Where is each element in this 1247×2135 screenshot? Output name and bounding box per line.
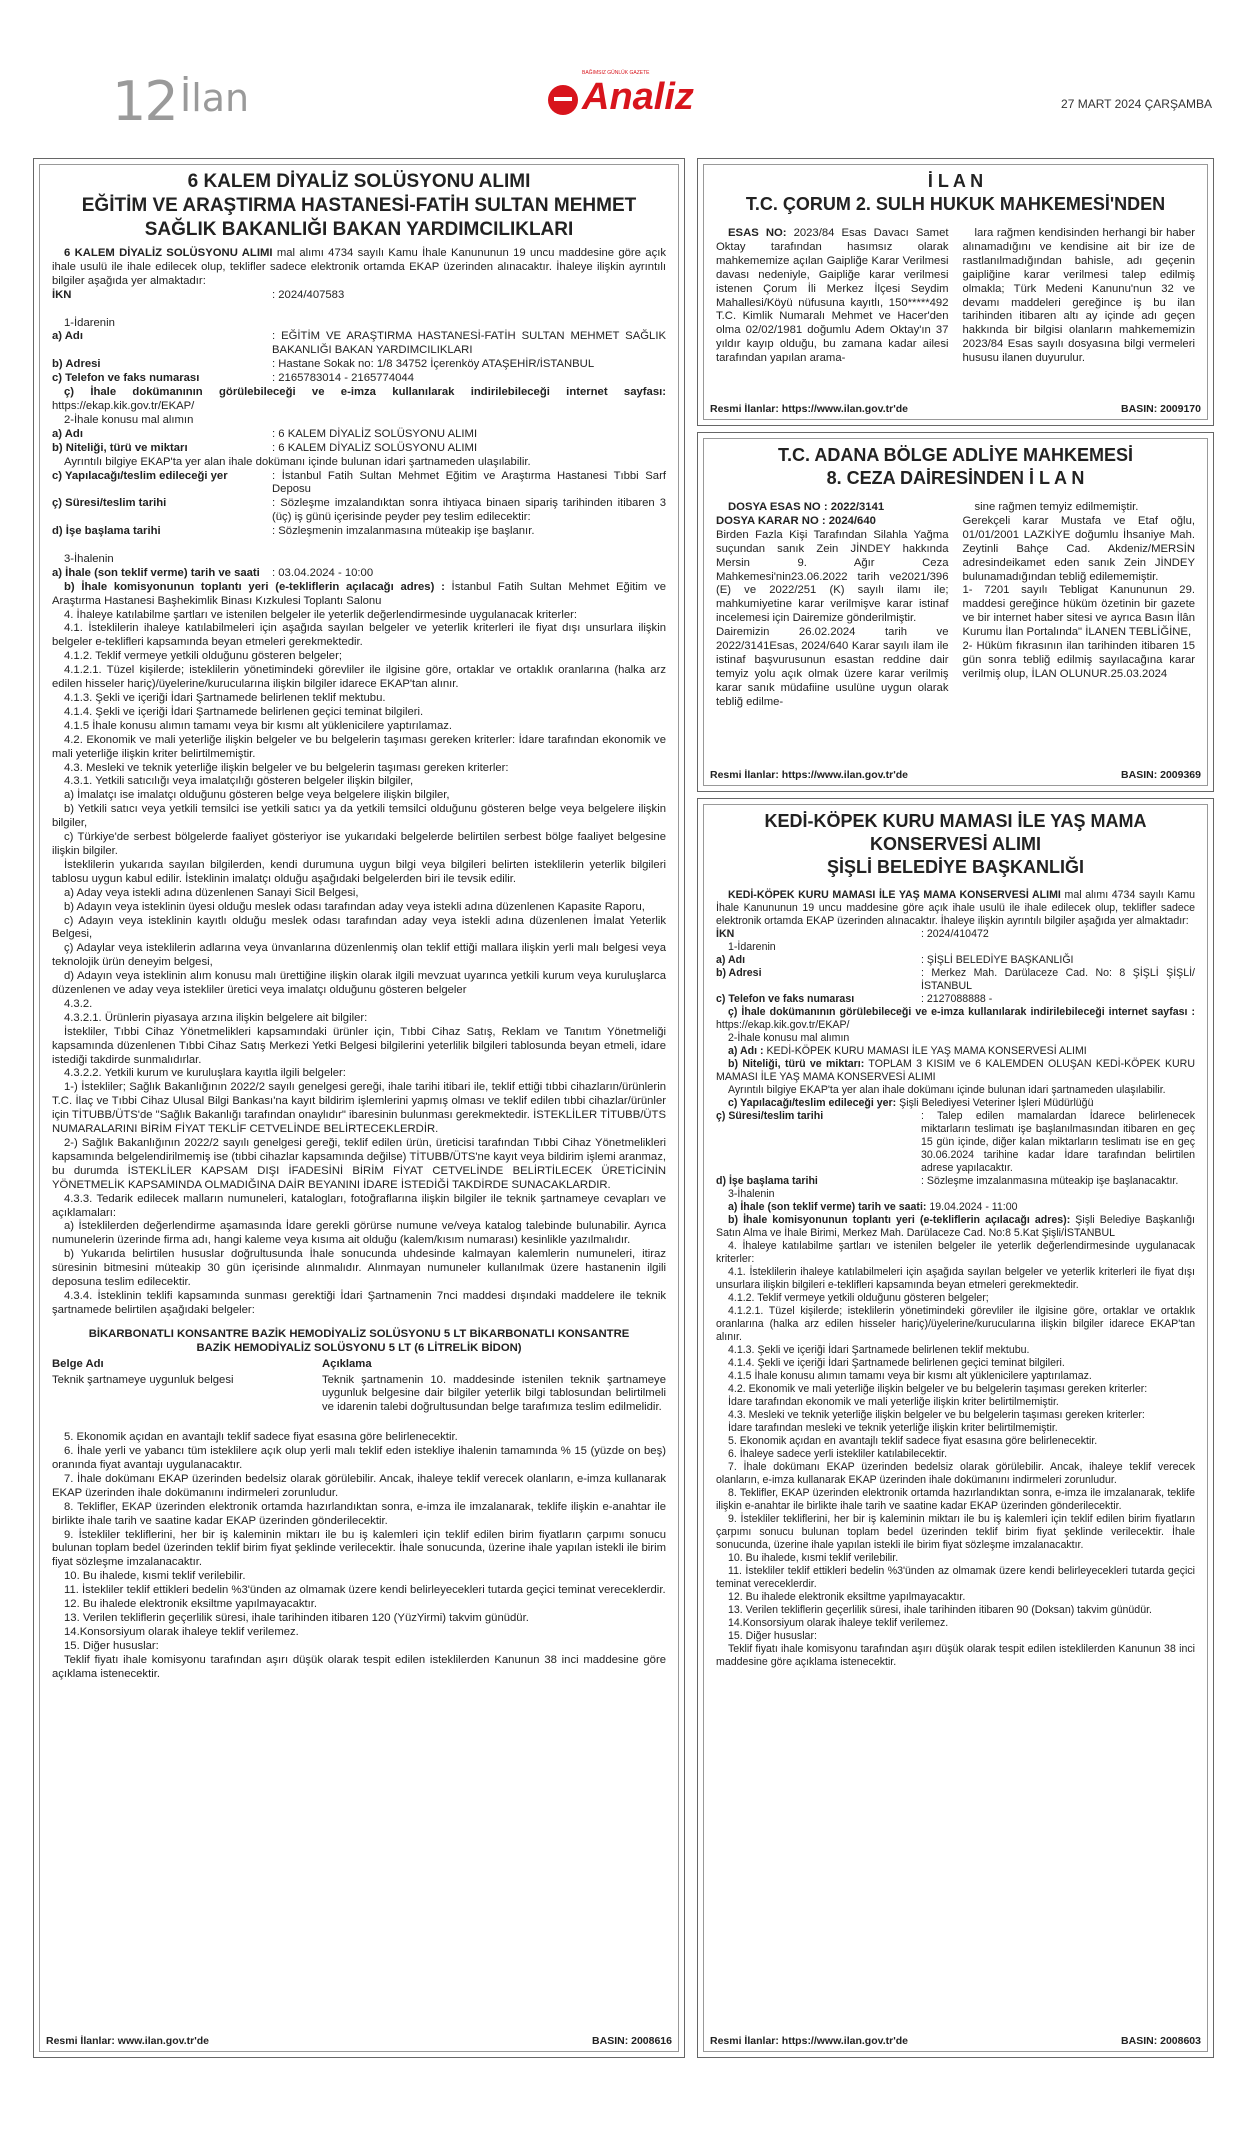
field-label: İKN (52, 288, 72, 301)
paragraph: 4.3.2.1. Ürünlerin piyasaya arzına ilişkin belgelere ait bilgiler: (64, 1011, 368, 1024)
paragraph: ç) İhale dokümanının görülebileceği ve e-imza kullanılarak indirilebileceği internet sayfası: https://ekap.kik.gov.tr/EKAP/ (52, 386, 666, 412)
paragraph: 5. Ekonomik açıdan en avantajlı teklif sadece fiyat esasına göre belirlenecektir. (64, 1431, 458, 1444)
table-cell: Teknik şartnamenin 10. maddesinde istenilen teknik şartnameye uygunluk belgesine dair bilgiler yeterlik bilgi tablosundan belirtilmeli ve idarenin talebi doğrultusundan belge tarafımıza teslim edilmelidir. (322, 1373, 666, 1414)
paragraph: 14.Konsorsiyum olarak ihaleye teklif verilemez. (728, 1617, 949, 1629)
field-label: b) Adresi (52, 358, 101, 371)
field-value: : 6 KALEM DİYALİZ SOLÜSYONU ALIMI (272, 427, 478, 440)
paragraph: 4.1.2.1. Tüzel kişilerde; isteklilerin yönetimindeki görevliler ile ilgisine göre, ortaklar ve ortaklık oranlarına (halka arz edilen hisseler hariç)/üyelerine/kurucularına ilişkin bilgiler idarece EKAP'tan alınır. (716, 1305, 1195, 1343)
title-line: İ L A N (927, 171, 984, 191)
paragraph: 4.3. Mesleki ve teknik yeterliğe ilişkin belgeler ve bu belgelerin taşıması gereken kriterler: (728, 1409, 1145, 1421)
paragraph: 1-İdarenin (64, 316, 115, 329)
field-label: a) İhale (son teklif verme) tarih ve saati (52, 566, 260, 579)
ad-footer (710, 769, 1201, 781)
masthead (0, 0, 1247, 150)
paragraph: 4.1.5 İhale konusu alımın tamamı veya bir kısmı alt yüklenicilere yaptırılamaz. (64, 719, 453, 732)
paragraph: 4. İhaleye katılabilme şartları ve istenilen belgeler ile yeterlik değerlendirmesinde uygulanacak kriterler: (716, 1240, 1195, 1265)
paragraph: 4.3.4. İsteklinin teklifi kapsamında sunması gerektiği İdari Şartnamenin 7nci maddesi dışındaki maddelere ile teknik şartnamede belirtilen aşağıdaki belgeler: (52, 1289, 666, 1316)
field-value: : Hastane Sokak no: 1/8 34752 İçerenköy ATAŞEHİR/İSTANBUL (272, 358, 595, 371)
title-line: KONSERVESİ ALIMI (869, 834, 1042, 854)
paragraph: 12. Bu ihalede elektronik eksiltme yapılmayacaktır. (728, 1591, 966, 1603)
ad-dialysis-tender (33, 158, 685, 2058)
ad-inner-frame (703, 164, 1208, 420)
ad-text-lines (52, 247, 666, 1318)
field-row (716, 967, 1195, 993)
field-row (52, 567, 666, 581)
ad-inner-frame (39, 164, 679, 2052)
field-row (716, 954, 1195, 967)
paragraph: İdare tarafından mesleki ve teknik yeterliğe ilişkin kriter belirtilmemiştir. (728, 1422, 1058, 1434)
paragraph: 9. İstekliler tekliflerini, her bir iş kaleminin miktarı ile bu iş kalemleri için teklif edilen birim fiyatların çarpımı sonucu bulunan toplam bedel üzerinden teklif birim fiyat şeklinde verilecektir. İhale sonucunda, üzerine ihale yapılan istekli ile birim fiyat sözleşme imzalanacaktır. (716, 1513, 1195, 1551)
title-line: T.C. ADANA BÖLGE ADLİYE MAHKEMESİ (777, 445, 1133, 465)
table-header-cell: Açıklama (322, 1357, 372, 1370)
paragraph: 8. Teklifler, EKAP üzerinden elektronik ortamda hazırlandıktan sonra, e-imza ile imzalanarak, teklife ilişkin e-anahtar ile birlikte ihale tarih ve saatine kadar EKAP üzerinden gönderilecektir. (52, 1500, 666, 1527)
ad-body (52, 247, 666, 1682)
document-table-row (52, 1374, 666, 1416)
paragraph: 13. Verilen tekliflerin geçerlilik süresi, ihale tarihinden itibaren 90 (Doksan) takvim günüdür. (728, 1604, 1152, 1616)
field-label: c) Yapılacağı/teslim edileceği yer (52, 469, 228, 482)
paragraph: 4.1.2. Teklif vermeye yetkili olduğunu gösteren belgeler; (728, 1292, 989, 1304)
logo-text: Analiz (582, 76, 694, 118)
paragraph: 2-) Sağlık Bakanlığının 2022/2 sayılı genelgesi gereği, teklif edilen ürün, üreticisi tarafından Tıbbi Cihaz Yönetmelikleri kapsamında belgelendirilmemiş ise (tıbbi cihazlar kapsamında değilse) TİTUBB/ÜTS'ne kayıt veya bildirim işlemi aranmaz, bu durumda İSTEKLİLER KAPSAM DIŞI İFADESİNİ BİRİM FİYAT CETVELİNDE BELİRTİLECEK ÜRETİCİNİN YÖNETMELİK KAPSAMINDA OLMADIĞINA DAİR BEYANINI İDARE İSTEDİĞİ TAKDİRDE SUNACAKLARDIR. (52, 1137, 666, 1191)
ad-title (40, 165, 678, 242)
paragraph: 3-İhalenin (728, 1188, 775, 1200)
field-row (52, 372, 666, 386)
ad-column: sine rağmen temyiz edilmemiştir. Gerekçeli karar Mustafa ve Etaf oğlu, 01/01/2001 LAZKİYE doğumlu İhsaniye Mah. Zeytinli Bahçe Cad. Akdeniz/MERSİN adresindeikamet eden sanık Zein JİNDEY bulunamadığından tebliğ edilememiştir. 1- 7201 sayılı Tebligat Kanununun 29. maddesi gereğince hüküm özetinin bir gazete ve bir internet haber sitesi ve ayrıca Basın İlân Kurumu İlan Portalında" İLANEN TEBLİĞİNE, 2- Hüküm fıkrasının ilan tarihinden itibaren 15 gün sonra tebliğ edilmiş sayılacağına karar verilmiş olup, İLAN OLUNUR.25.03.2024 (962, 501, 1195, 680)
title-line: T.C. ÇORUM 2. SULH HUKUK MAHKEMESİ'NDEN (745, 194, 1166, 214)
paragraph: b) Yetkili satıcı veya yetkili temsilci ise yetkili satıcı ya da yetkili temsilci olduğunu gösteren belge veya belgelere ilişkin bilgiler, (52, 803, 666, 830)
field-row (52, 497, 666, 525)
field-value: : İstanbul Fatih Sultan Mehmet Eğitim ve Araştırma Hastanesi Tıbbi Sarf Deposu (272, 469, 666, 496)
field-label: b) Niteliği, türü ve miktarı (52, 441, 188, 454)
field-value: : Talep edilen mamalardan İdarece belirlenecek miktarların teslimatı işe başlanılmasından itibaren en geç 15 gün içinde, diğer kalan miktarların teslimatı ise en geç 30.06.2024 tarihine kadar İdare tarafından belirtilen adrese yapılacaktır. (921, 1110, 1195, 1174)
title-line: ŞİŞLİ BELEDİYE BAŞKANLIĞI (826, 857, 1085, 877)
paragraph: 6 KALEM DİYALİZ SOLÜSYONU ALIMI mal alımı 4734 sayılı Kamu İhale Kanununun 19 uncu maddesine göre açık ihale usulü ile ihale edilecek olup, teklifler sadece elektronik ortamda EKAP üzerinden alınacaktır. İhaleye ilişkin ayrıntılı bilgiler aşağıda yer almaktadır: (52, 247, 667, 287)
document-table-header (52, 1358, 666, 1372)
field-row (52, 428, 666, 442)
title-line: 8. CEZA DAİRESİNDEN İ L A N (826, 468, 1085, 488)
field-row (716, 928, 1195, 941)
field-value: : ŞİŞLİ BELEDİYE BAŞKANLIĞI (921, 954, 1074, 966)
paragraph: 9. İstekliler tekliflerini, her bir iş kaleminin miktarı ile bu iş kalemleri için teklif edilen birim fiyatların çarpımı sonucu bulunan toplam bedel üzerinden teklif birim fiyat şeklinde verilecektir. İhale sonucunda, üzerine ihale yapılan istekli ile birim fiyat sözleşme imzalanacaktır. (52, 1528, 666, 1569)
footer-press-code: BASIN: 2008616 (592, 2035, 672, 2047)
field-row (52, 289, 666, 303)
field-label: ç) Süresi/teslim tarihi (716, 1110, 824, 1122)
field-row (716, 1175, 1195, 1188)
ad-body (716, 501, 1195, 710)
paragraph: KEDİ-KÖPEK KURU MAMASI İLE YAŞ MAMA KONSERVESİ ALIMI mal alımı 4734 sayılı Kamu İhale Kanununun 19 uncu maddesine göre açık ihale usulü ile ihale edilecek olup, teklifler sadece elektronik ortamda EKAP üzerinden alınacaktır. İhaleye ilişkin ayrıntılı bilgiler aşağıda yer almaktadır: (716, 889, 1196, 927)
paragraph: ç) Adaylar veya isteklilerin adlarına veya ünvanlarına düzenlenmiş olan teklif ettiği mallara ilişkin yerli malı belgesi veya teknolojik ürün deneyim belgesi, (52, 942, 666, 969)
paragraph: 4.3.2. (64, 997, 93, 1010)
field-label: c) Telefon ve faks numarası (52, 372, 200, 385)
paragraph: 2-İhale konusu mal alımın (728, 1032, 850, 1044)
paragraph: 6. İhale yerli ve yabancı tüm isteklilere açık olup yerli malı teklif eden istekliye ihalenin tamamında % 15 (yüzde on beş) oranında fiyat avantajı uygulanacaktır. (52, 1445, 666, 1472)
field-row (52, 470, 666, 498)
logo-tagline: BAĞIMSIZ GÜNLÜK GAZETE (582, 70, 650, 76)
field-row (52, 442, 666, 456)
field-value: : 2165783014 - 2165774044 (272, 372, 414, 385)
paragraph: c) Yapılacağı/teslim edileceği yer: Şişli Belediyesi Veteriner İşleri Müdürlüğü (728, 1097, 1094, 1109)
field-value: : 2024/407583 (272, 288, 345, 301)
field-value: : 03.04.2024 - 10:00 (272, 566, 374, 579)
ad-title (704, 439, 1207, 490)
paragraph: 4.1.4. Şekli ve içeriği İdari Şartnamede belirlenen geçici teminat bilgileri. (728, 1357, 1065, 1369)
field-value: : Sözleşme imzalanmasına müteakip işe başlanacaktır. (921, 1175, 1179, 1187)
paragraph: 4.1.5 İhale konusu alımın tamamı veya bir kısmı alt yüklenicilere yaptırılamaz. (728, 1370, 1092, 1382)
paragraph: 7. İhale dokümanı EKAP üzerinden bedelsiz olarak görülebilir. Ancak, ihaleye teklif verecek olanların, e-imza kullanarak EKAP üzerinden ihale dokümanını indirmeleri zorunludur. (716, 1461, 1195, 1486)
ad-column: ESAS NO: 2023/84 Esas Davacı Samet Oktay tarafından hasımsız olarak mahkememize açılan Gaipliğe Karar Verilmesi davası nedeniyle, Gaipliğe karar verilmesi istenen Çorum İli Merkez İlçesi Seydim Mahallesi/Köyü nüfusuna kayıtlı, 150*****492 T.C. Kimlik Numaralı Mehmet ve Hacer'den olma 02/02/1981 doğumlu Adem Oktay'ın 37 yıldır kayıp olduğu, bu zamana kadar ailesi tarafından yapılan arama- (716, 227, 949, 365)
paragraph: 15. Diğer hususlar: (728, 1630, 817, 1642)
paragraph: 4.2. Ekonomik ve mali yeterliğe ilişkin belgeler ve bu belgelerin taşıması gereken kriterler: İdare tarafından ekonomik ve mali yeterliğe ilişkin kriter belirtilmemiştir. (52, 733, 666, 760)
paragraph: 12. Bu ihalede elektronik eksiltme yapılmayacaktır. (64, 1598, 318, 1611)
footer-source: Resmi İlanlar: https://www.ilan.gov.tr'de (710, 2035, 908, 2047)
paragraph: 5. Ekonomik açıdan en avantajlı teklif sadece fiyat esasına göre belirlenecektir. (728, 1435, 1098, 1447)
paragraph: 1-) İstekliler; Sağlık Bakanlığının 2022/2 sayılı genelgesi gereği, ihale tarihi itibari ile, teklif ettiği tıbbi cihazların/ürünlerin T.C. İlaç ve Tıbbi Cihaz Ulusal Bilgi Bankası'na kayıt bildirim işlemlerini yapmış olması ve teklif edilen tıbbi cihazlar/ürünler için TİTUBB/ÜTS'de "Sağlık Bakanlığı tarafından onaylıdır" ibaresinin bulunması gerekmektedir. İSTEKLİLER TİTUBB/ÜTS NUMARALARINI BİRİM FİYAT TEKLİF CETVELİNDE BELİRTECEKLERDİR. (52, 1081, 666, 1136)
paragraph: b) İhale komisyonunun toplantı yeri (e-tekliflerin açılacağı adres): Şişli Belediye Başkanlığı Satın Alma ve İhale Birimi, Merkez Mah. Darülaceze Cad. No:8 5.Kat Şişli/İSTANBUL (716, 1214, 1195, 1239)
paragraph: 2-İhale konusu mal alımın (64, 413, 194, 426)
paragraph: a) İsteklilerden değerlendirme aşamasında İdare gerekli görürse numune ve/veya katalog talebinde bulunabilir. Ayrıca numunelerin üzerinde firma adı, hangi kaleme veya kısıma ait olduğu (kalem/kısım numarası) kesinlikle yazılmalıdır. (52, 1220, 666, 1247)
paragraph: 4.1. İsteklilerin ihaleye katılabilmeleri için aşağıda sayılan belgeler ve yeterlik kriterleri ile fiyat dışı unsurlara ilişkin bilgileri e-teklifleri kapsamında beyan etmeleri gerekmektedir. (716, 1266, 1195, 1291)
paragraph: Teklif fiyatı ihale komisyonu tarafından aşırı düşük olarak tespit edilen isteklilerden Kanunun 38 inci maddesine göre açıklama istenecektir. (52, 1653, 666, 1680)
title-line: KEDİ-KÖPEK KURU MAMASI İLE YAŞ MAMA (764, 811, 1147, 831)
field-value: : 2127088888 - (921, 993, 993, 1005)
newspaper-logo (548, 75, 694, 118)
table-cell: Teknik şartnameye uygunluk belgesi (52, 1373, 234, 1386)
ad-body (716, 227, 1195, 366)
paragraph: ç) İhale dokümanının görülebileceği ve e-imza kullanılarak indirilebileceği internet sayfası : https://ekap.kik.gov.tr/EKAP/ (716, 1006, 1195, 1031)
field-label: b) Adresi (716, 967, 762, 979)
paragraph: 10. Bu ihalede, kısmi teklif verilebilir. (64, 1570, 246, 1583)
paragraph: İstekliler, Tıbbi Cihaz Yönetmelikleri kapsamındaki ürünler için, Tıbbi Cihaz Satış, Reklam ve Tanıtım Yönetmeliği kapsamında düzenlenen Tıbbi Cihaz Satış Merkezi Yetki Belgesi bilgilerini yeterlilik bilgileri tablosunda beyan etmeli, idare istediği takdirde sunmalıdırlar. (52, 1025, 666, 1066)
ad-column: lara rağmen kendisinden herhangi bir haber alınamadığını ve kendisine ait bir ize de rastlanılmadığından bahisle, adı geçenin gaipliğine karar verilmesi talep edilmiş olmakla; Türk Medeni Kanunu'nun 32 ve devamı maddeleri gereğince iş bu ilan tarihinden itibaren altı ay içinde adı geçen hakkında bir bilgisi olanların mahkememizin 2023/84 Esas sayılı dosyasına bilgi vermeleri hususu ilanen duyurulur. (962, 227, 1195, 365)
field-value: : Sözleşme imzalandıktan sonra ihtiyaca binaen sipariş tarihinden itibaren 3 (üç) iş günü içerisinde peyder pey teslim edilecektir: (272, 497, 666, 524)
paragraph: İdare tarafından ekonomik ve mali yeterliğe ilişkin kriter belirtilmemiştir. (728, 1396, 1059, 1408)
footer-press-code: BASIN: 2009369 (1121, 769, 1201, 781)
paragraph: 4.1.4. Şekli ve içeriği İdari Şartnamede belirlenen geçici teminat bilgileri. (64, 705, 424, 718)
paragraph: Ayrıntılı bilgiye EKAP'ta yer alan ihale dokümanı içinde bulunan idari şartnameden ulaşılabilir. (728, 1084, 1166, 1096)
paragraph: b) İhale komisyonunun toplantı yeri (e-tekliflerin açılacağı adres) : İstanbul Fatih Sultan Mehmet Eğitim ve Araştırma Hastanesi Başhekimlik Binası Kızkulesi Toplantı Salonu (52, 580, 666, 607)
field-row (716, 993, 1195, 1006)
ad-footer (710, 403, 1201, 415)
paragraph: 1-İdarenin (728, 941, 776, 953)
field-value: : 6 KALEM DİYALİZ SOLÜSYONU ALIMI (272, 441, 478, 454)
field-label: a) Adı (716, 954, 746, 966)
ad-inner-frame (703, 438, 1208, 786)
paragraph: a) İhale (son teklif verme) tarih ve saati: 19.04.2024 - 11:00 (728, 1201, 1018, 1213)
paragraph: 4. İhaleye katılabilme şartları ve istenilen belgeler ile yeterlik değerlendirmesinde uygulanacak kriterler: (64, 608, 578, 621)
footer-source: Resmi İlanlar: www.ilan.gov.tr'de (46, 2035, 209, 2047)
footer-press-code: BASIN: 2009170 (1121, 403, 1201, 415)
paragraph: Ayrıntılı bilgiye EKAP'ta yer alan ihale dokümanı içinde bulunan idari şartnameden ulaşılabilir. (64, 455, 531, 468)
ad-adana-court (697, 432, 1214, 792)
paragraph (52, 303, 666, 317)
ad-body (716, 889, 1195, 1669)
paragraph: 14.Konsorsiyum olarak ihaleye teklif verilemez. (64, 1625, 299, 1638)
paragraph: 7. İhale dokümanı EKAP üzerinden bedelsiz olarak görülebilir. Ancak, ihaleye teklif verecek olanların, e-imza kullanarak EKAP üzerinden ihale dokümanını indirmeleri zorunludur. (52, 1472, 666, 1499)
paragraph: d) Adayın veya isteklinin alım konusu malı ürettiğine ilişkin olarak ilgili mevzuat uyarınca yetkili kurum veya kuruluşlarca düzenlenen ve aday veya istekliler üretici veya imalatçı olduğunu gösteren belgeler (52, 970, 666, 997)
paragraph: 4.3.3. Tedarik edilecek malların numuneleri, katalogları, fotoğraflarına ilişkin bilgiler ile teknik şartnameye cevapları ve açıklamaları: (52, 1192, 666, 1219)
ad-column: DOSYA ESAS NO : 2022/3141 DOSYA KARAR NO : 2024/640 Birden Fazla Kişi Tarafından Silahla Yağma suçundan sanık Zein JİNDEY hakkında Mersin 9. Ağır Ceza Mahkemesi'nin23.06.2022 tarih ve2021/396 (E) ve 2022/251 (K) sayılı ilamı ile; mahkumiyetine karar verilmişve karar istinaf incelemesi için Dairemize gönderilmiştir. Dairemizin 26.02.2024 tarih ve 2022/3141Esas, 2024/640 Karar sayılı ilam ile istinaf başvurusunun esastan reddine dair temyiz yolu açık olmak üzere karar verilmiş karar sanık müdafiine usulüne uygun olarak tebliğ edilme- (716, 501, 949, 708)
ad-title (704, 805, 1207, 879)
paragraph: 4.3.1. Yetkili satıcılığı veya imalatçılığı gösteren belgeler ilişkin bilgiler, (64, 775, 414, 788)
table-title: BİKARBONATLI KONSANTRE BAZİK HEMODİYALİZ SOLÜSYONU 5 LT BİKARBONATLI KONSANTRE BAZİK HEMODİYALİZ SOLÜSYONU 5 LT (6 LİTRELİK BİDON) (88, 1327, 630, 1354)
footer-source: Resmi İlanlar: https://www.ilan.gov.tr'de (710, 403, 908, 415)
field-label: d) İşe başlama tarihi (52, 525, 161, 538)
paragraph: 4.1.2. Teklif vermeye yetkili olduğunu gösteren belgeler; (64, 650, 342, 663)
field-label: İKN (716, 928, 735, 940)
section-label: İlan (180, 76, 250, 120)
ad-footer (710, 2035, 1201, 2047)
field-label: ç) Süresi/teslim tarihi (52, 497, 167, 510)
paragraph: c) Adayın veya isteklinin kayıtlı olduğu meslek odası tarafından aday veya istekli adına düzenlenen İmalat Yeterlik Belgesi, (52, 914, 666, 941)
field-value: : Sözleşmenin imzalanmasına müteakip işe başlanır. (272, 525, 535, 538)
page-number: 12 (112, 70, 177, 133)
paragraph: İsteklilerin yukarıda sayılan bilgilerden, kendi durumuna uygun bilgi veya bilgileri belirten isteklilerin yeterlik bilgileri tablosu uygun kabul edilir. İsteklinin imalatçı olduğu aşağıdaki belgelerden biri ile tevsik edilir. (52, 858, 666, 885)
paragraph: 13. Verilen tekliflerin geçerlilik süresi, ihale tarihinden itibaren 120 (YüzYirmi) takvim günüdür. (64, 1612, 529, 1624)
paragraph: 11. İstekliler teklif ettikleri bedelin %3'ünden az olmamak üzere kendi belirleyecekleri tutarda geçici teminat vereceklerdir. (64, 1584, 666, 1597)
paragraph: Teklif fiyatı ihale komisyonu tarafından aşırı düşük olarak tespit edilen isteklilerden Kanunun 38 inci maddesine göre açıklama istenecektir. (716, 1643, 1195, 1668)
title-line: 6 KALEM DİYALİZ SOLÜSYONU ALIMI (187, 171, 531, 192)
paragraph: a) Aday veya istekli adına düzenlenen Sanayi Sicil Belgesi, (64, 886, 359, 899)
paragraph: 4.3.2.2. Yetkili kurum ve kuruluşlara kayıtla ilgili belgeler: (64, 1067, 346, 1080)
logo-icon (548, 85, 578, 115)
field-label: d) İşe başlama tarihi (716, 1175, 818, 1187)
paragraph: 4.1. İsteklilerin ihaleye katılabilmeleri için aşağıda sayılan belgeler ve yeterlik kriterleri ile fiyat dışı unsurlara ilişkin belgeler e-teklifleri kapsamında beyan etmeleri gerekmektedir. (52, 622, 666, 649)
paragraph: a) Adı : KEDİ-KÖPEK KURU MAMASI İLE YAŞ MAMA KONSERVESİ ALIMI (728, 1045, 1087, 1057)
paragraph: b) Adayın veya isteklinin üyesi olduğu meslek odası tarafından aday veya istekli adına düzenlenen Kapasite Raporu, (64, 900, 645, 913)
field-row (52, 358, 666, 372)
paragraph: 3-İhalenin (64, 552, 114, 565)
ad-title (704, 165, 1207, 216)
paragraph: c) Türkiye'de serbest bölgelerde faaliyet gösteriyor ise yukarıdaki belgelerde belirtilen serbest bölge faaliyet belgesine ilişkin bilgiler. (52, 831, 666, 857)
ad-sisli-tender (697, 798, 1214, 2058)
paragraph: 4.3. Mesleki ve teknik yeterliğe ilişkin belgeler ve bu belgelerin taşıması gereken kriterler: (64, 761, 509, 774)
title-line: EĞİTİM VE ARAŞTIRMA HASTANESİ-FATİH SULTAN MEHMET (81, 195, 637, 216)
field-value: : 2024/410472 (921, 928, 989, 940)
issue-date: 27 MART 2024 ÇARŞAMBA (1061, 97, 1212, 111)
footer-press-code: BASIN: 2008603 (1121, 2035, 1201, 2047)
ad-text-lines (52, 1431, 666, 1681)
ad-corum-court (697, 158, 1214, 426)
field-label: a) Adı (52, 330, 83, 343)
paragraph: 4.1.3. Şekli ve içeriği İdari Şartnamede belirlenen teklif mektubu. (728, 1344, 1030, 1356)
table-header-cell: Belge Adı (52, 1357, 104, 1370)
paragraph: b) Yukarıda belirtilen hususlar doğrultusunda İhale sonucunda uhdesinde kalmayan kalemlerin numuneleri, itiraz süresinin bitmesini müteakip 30 gün içerisinde alınmalıdır. Alınmayan numuneler kullanılmak üzere hastanenin ilgili deposuna teslim edilecektir. (52, 1248, 666, 1289)
field-row (716, 1110, 1195, 1175)
paragraph: 4.2. Ekonomik ve mali yeterliğe ilişkin belgeler ve bu belgelerin taşıması gereken kriterler: (728, 1383, 1148, 1395)
paragraph (52, 539, 666, 553)
ad-inner-frame (703, 804, 1208, 2052)
field-row (52, 525, 666, 539)
footer-source: Resmi İlanlar: https://www.ilan.gov.tr'de (710, 769, 908, 781)
paragraph: 4.1.3. Şekli ve içeriği İdari Şartnamede belirlenen teklif mektubu. (64, 692, 386, 704)
paragraph: 11. İstekliler teklif ettikleri bedelin %3'ünden az olmamak üzere kendi belirleyecekleri tutarda geçici teminat vereceklerdir. (716, 1565, 1195, 1590)
field-value: : Merkez Mah. Darülaceze Cad. No: 8 ŞİŞLİ ŞİŞLİ/İSTANBUL (921, 967, 1195, 992)
field-value: : EĞİTİM VE ARAŞTIRMA HASTANESİ-FATİH SULTAN MEHMET SAĞLIK BAKANLIĞI BAKAN YARDIMCILIKLARI (272, 330, 666, 357)
title-line: SAĞLIK BAKANLIĞI BAKAN YARDIMCILIKLARI (144, 219, 574, 240)
paragraph: b) Niteliği, türü ve miktarı: TOPLAM 3 KISIM ve 6 KALEMDEN OLUŞAN KEDİ-KÖPEK KURU MAMASI İLE YAŞ MAMA KONSERVESİ ALIMI (716, 1058, 1195, 1083)
paragraph: 15. Diğer hususlar: (64, 1639, 159, 1652)
paragraph: 10. Bu ihalede, kısmi teklif verilebilir. (728, 1552, 899, 1564)
field-row (52, 330, 666, 358)
field-label: c) Telefon ve faks numarası (716, 993, 855, 1005)
paragraph: a) İmalatçı ise imalatçı olduğunu gösteren belge veya belgelere ilişkin bilgiler, (64, 789, 450, 802)
field-label: a) Adı (52, 427, 83, 440)
paragraph: 8. Teklifler, EKAP üzerinden elektronik ortamda hazırlandıktan sonra, e-imza ile imzalanarak, teklife ilişkin e-anahtar ile birlikte ihale tarih ve saatine kadar EKAP üzerinden gönderilecektir. (716, 1487, 1195, 1512)
paragraph: 6. İhaleye sadece yerli istekliler katılabilecektir. (728, 1448, 948, 1460)
paragraph: 4.1.2.1. Tüzel kişilerde; isteklilerin yönetimindeki görevliler ile ilgisine göre, ortaklar ve ortaklık oranlarına (halka arz edilen hisseler hariç)/üyelerine/kurucularına ilişkin bilgiler idarece EKAP'tan alınır. (52, 664, 666, 691)
ad-footer (46, 2035, 672, 2047)
ad-text-lines (716, 889, 1195, 1669)
